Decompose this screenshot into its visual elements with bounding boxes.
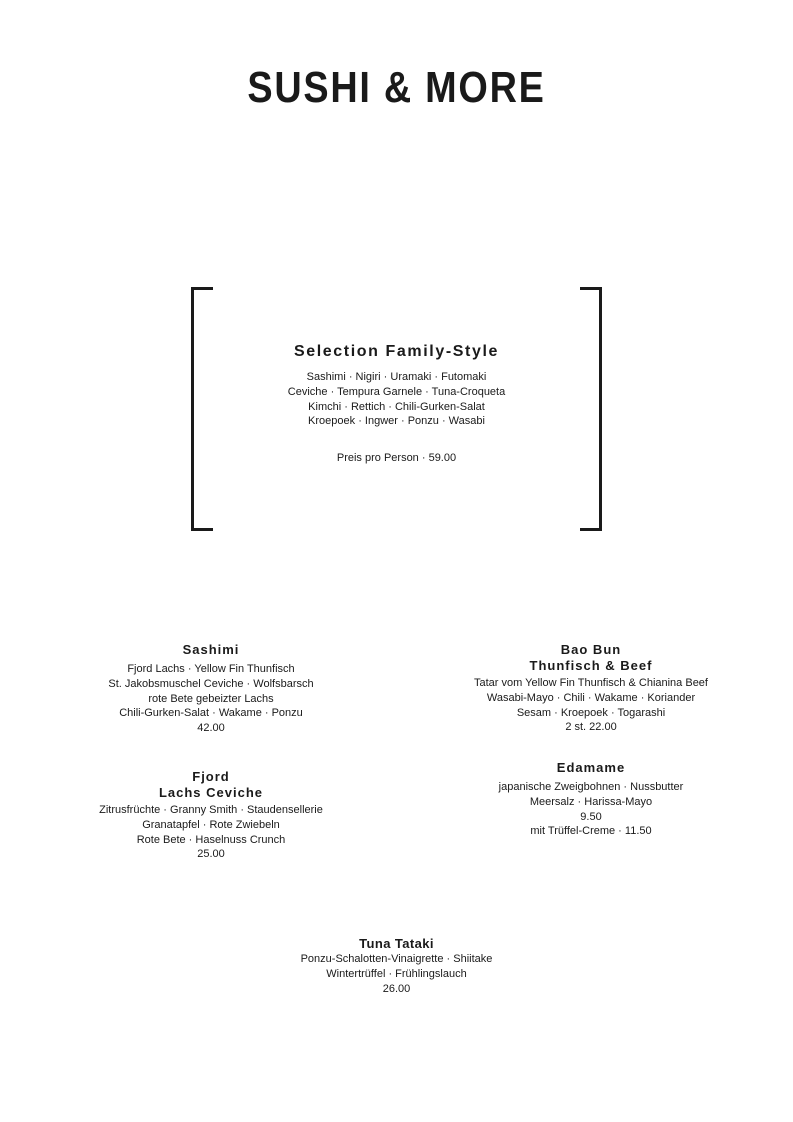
fjord-line: Granatapfel · Rote Zwiebeln xyxy=(142,818,280,831)
edamame-line: japanische Zweigbohnen · Nussbutter xyxy=(498,781,684,793)
edamame-section xyxy=(431,760,751,839)
sashimi-section xyxy=(61,642,361,736)
selection-line: Ceviche · Tempura Garnele · Tuna-Croqueta xyxy=(287,385,506,398)
baobun-line: Sesam · Kroepoek · Togarashi xyxy=(516,706,666,719)
baobun-heading: Thunfisch & Beef xyxy=(529,658,653,673)
edamame-heading: Edamame xyxy=(556,760,626,775)
fjord-heading: Lachs Ceviche xyxy=(158,785,264,800)
selection-section xyxy=(220,342,573,466)
tuna-section xyxy=(246,936,547,996)
left-bracket-decoration xyxy=(191,287,213,531)
tuna-price: 26.00 xyxy=(382,982,411,995)
sashimi-price: 42.00 xyxy=(197,722,225,735)
selection-line: Sashimi · Nigiri · Uramaki · Futomaki xyxy=(306,371,487,383)
baobun-line: Wasabi-Mayo · Chili · Wakame · Koriander xyxy=(486,691,696,704)
sashimi-line: Fjord Lachs · Yellow Fin Thunfisch xyxy=(127,663,295,675)
sashimi-line: Chili-Gurken-Salat · Wakame · Ponzu xyxy=(119,707,303,720)
fjord-line: Rote Bete · Haselnuss Crunch xyxy=(136,833,286,846)
edamame-line: mit Trüffel-Creme · 11.50 xyxy=(530,825,652,838)
selection-line: Kroepoek · Ingwer · Ponzu · Wasabi xyxy=(308,415,485,428)
baobun-line: Tatar vom Yellow Fin Thunfisch & Chianina Beef xyxy=(474,677,708,689)
fjord-section xyxy=(61,769,361,862)
tuna-heading: Tuna Tataki xyxy=(359,936,434,951)
edamame-price: 9.50 xyxy=(580,810,602,823)
edamame-line: Meersalz · Harissa-Mayo xyxy=(529,795,653,808)
baobun-section xyxy=(431,642,751,735)
sashimi-line: rote Bete gebeizter Lachs xyxy=(148,692,274,705)
tuna-line: Ponzu-Schalotten-Vinaigrette · Shiitake xyxy=(300,953,493,965)
fjord-heading: Fjord xyxy=(192,769,230,784)
sashimi-line: St. Jakobsmuschel Ceviche · Wolfsbarsch xyxy=(108,677,314,690)
menu-title: SUSHI & MORE xyxy=(247,63,546,112)
fjord-price: 25.00 xyxy=(197,848,225,861)
sashimi-heading: Sashimi xyxy=(182,642,240,657)
tuna-line: Wintertrüffel · Frühlingslauch xyxy=(326,967,467,980)
selection-price: Preis pro Person · 59.00 xyxy=(336,452,457,465)
baobun-price: 2 st. 22.00 xyxy=(565,721,617,734)
right-bracket-decoration xyxy=(580,287,602,531)
selection-line: Kimchi · Rettich · Chili-Gurken-Salat xyxy=(308,400,485,413)
baobun-heading: Bao Bun xyxy=(560,642,622,657)
fjord-line: Zitrusfrüchte · Granny Smith · Staudensellerie xyxy=(99,804,323,816)
selection-heading: Selection Family-Style xyxy=(293,343,500,360)
